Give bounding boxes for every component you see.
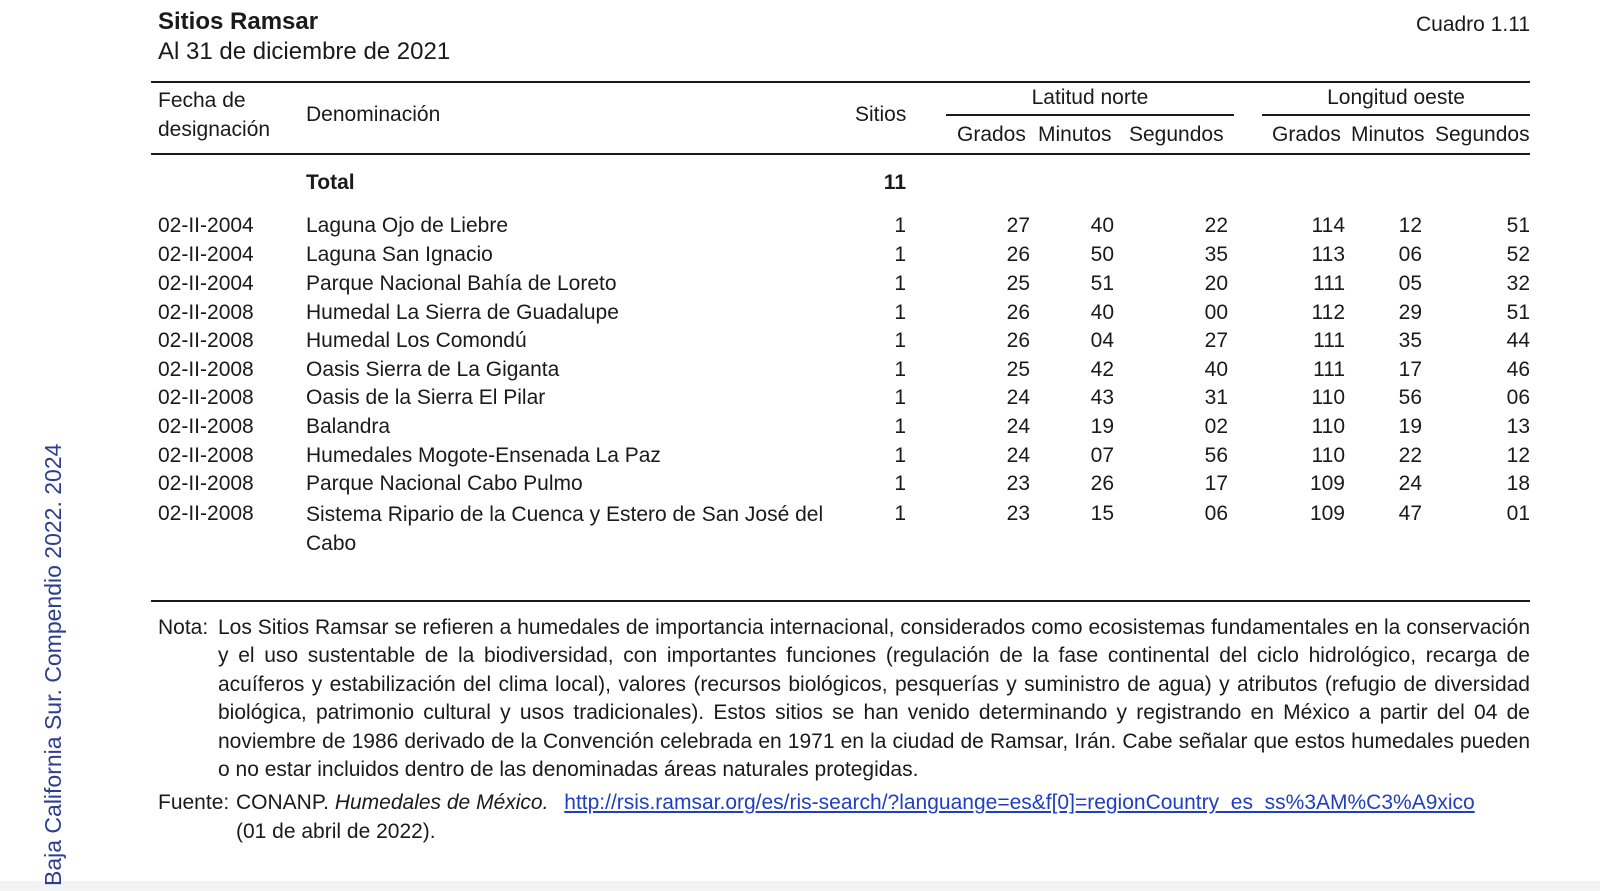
col-header-lon-minutos: Minutos [1351,123,1425,146]
table-row [0,327,1600,355]
longitud-group-rule [1262,114,1530,116]
note-label: Nota: [158,616,209,639]
cell-lon-segundos: 51 [1506,301,1530,324]
cell-sitios: 1 [894,386,906,409]
col-header-denominacion: Denominación [306,103,441,126]
cell-fecha: 02-II-2008 [158,358,254,381]
table-row [0,241,1600,269]
cell-lat-minutos: 42 [1090,358,1114,381]
cell-lon-segundos: 13 [1506,415,1530,438]
table-row [0,270,1600,298]
cell-lon-minutos: 17 [1398,358,1422,381]
cell-lon-grados: 110 [1311,415,1345,438]
cell-denominacion: Oasis de la Sierra El Pilar [306,386,546,409]
table-row [0,384,1600,412]
table-row [0,413,1600,441]
cell-denominacion: Laguna Ojo de Liebre [306,214,508,237]
cell-lat-minutos: 26 [1090,472,1114,495]
cell-lon-grados: 111 [1313,358,1345,381]
cell-lon-grados: 109 [1309,502,1345,525]
cell-lon-grados: 113 [1311,243,1345,266]
table-row [0,442,1600,470]
table-subtitle: Al 31 de diciembre de 2021 [158,38,451,65]
source-link[interactable]: http://rsis.ramsar.org/es/ris-search/?languange=es&f[0]=regionCountry_es_ss%3AM%C3%A9xico [564,791,1475,814]
col-group-longitud: Longitud oeste [1327,86,1465,109]
cell-fecha: 02-II-2004 [158,243,254,266]
cell-lon-minutos: 29 [1398,301,1422,324]
cell-lat-minutos: 15 [1090,502,1114,525]
col-header-lat-minutos: Minutos [1038,123,1112,146]
table-row [0,470,1600,498]
cell-lat-segundos: 00 [1204,301,1228,324]
cell-lon-segundos: 18 [1506,472,1530,495]
cell-denominacion: Sistema Ripario de la Cuenca y Estero de San José del Cabo [306,503,824,555]
cell-lat-segundos: 40 [1204,358,1228,381]
cell-lon-segundos: 32 [1506,272,1530,295]
cell-lon-segundos: 52 [1506,243,1530,266]
table-row [0,356,1600,384]
cell-lon-segundos: 06 [1506,386,1530,409]
cell-lat-segundos: 06 [1204,502,1228,525]
table-bottom-rule [151,600,1530,602]
cell-lon-grados: 111 [1313,272,1345,295]
cell-lat-grados: 26 [1006,301,1030,324]
latitud-group-rule [946,114,1234,116]
cell-denominacion: Parque Nacional Bahía de Loreto [306,272,617,295]
cell-lon-minutos: 19 [1398,415,1422,438]
cell-lat-segundos: 56 [1204,444,1228,467]
cell-denominacion: Oasis Sierra de La Giganta [306,358,560,381]
note-text: Los Sitios Ramsar se refieren a humedales de importancia internacional, considerados como ecosistemas fundamentales en la conservación y el uso sustentable de la biodiversidad, con importantes funciones (regulación de la fase continental del ciclo hidrológico, recarga de acuíferos y estabilización del clima local), valores (recursos biológicos, pesquerías y suministro de agua) y atributos (refugio de diversidad biológica, patrimonio cultural y usos tradicionales). Estos sitios se han venido determinando y registrando en México a partir del 04 de noviembre de 1986 derivado de la Convención celebrada en 1971 en la ciudad de Ramsar, Irán. Cabe señalar que estos humedales pueden o no estar incluidos dentro de las denominadas áreas naturales protegidas. [218,616,1530,782]
cell-lat-segundos: 31 [1204,386,1228,409]
col-header-sitios: Sitios [855,103,907,126]
cell-lat-grados: 23 [1006,502,1030,525]
table-row [0,500,1600,555]
cell-lat-minutos: 04 [1090,329,1114,352]
cell-lat-minutos: 51 [1090,272,1114,295]
cell-fecha: 02-II-2008 [158,472,254,495]
col-header-lat-grados: Grados [957,123,1026,146]
cell-lon-grados: 110 [1311,444,1345,467]
cell-lon-grados: 109 [1309,472,1345,495]
cell-lon-minutos: 56 [1398,386,1422,409]
cell-lat-grados: 26 [1006,243,1030,266]
cell-lon-grados: 112 [1311,301,1345,324]
cell-lon-grados: 110 [1311,386,1345,409]
cell-lon-minutos: 06 [1398,243,1422,266]
cell-lat-minutos: 43 [1090,386,1114,409]
cell-lat-segundos: 35 [1204,243,1228,266]
table-id: Cuadro 1.11 [1415,13,1530,36]
cell-lat-minutos: 40 [1090,214,1114,237]
cell-lon-segundos: 12 [1506,444,1530,467]
total-sitios: 11 [883,171,906,194]
col-group-latitud: Latitud norte [1031,86,1149,109]
cell-fecha: 02-II-2008 [158,301,254,324]
cell-fecha: 02-II-2008 [158,444,254,467]
cell-lat-segundos: 20 [1204,272,1228,295]
cell-denominacion: Humedal Los Comondú [306,329,527,352]
cell-lat-minutos: 19 [1090,415,1114,438]
source-line [236,789,1475,817]
cell-lat-segundos: 17 [1204,472,1228,495]
cell-lat-grados: 24 [1006,386,1030,409]
source-label: Fuente: [158,791,230,814]
cell-sitios: 1 [894,502,906,525]
cell-sitios: 1 [894,444,906,467]
cell-lat-grados: 27 [1006,214,1030,237]
cell-lon-minutos: 22 [1398,444,1422,467]
cell-lat-grados: 26 [1006,329,1030,352]
cell-fecha: 02-II-2008 [158,386,254,409]
cell-fecha: 02-II-2004 [158,272,254,295]
cell-lon-minutos: 47 [1398,502,1422,525]
col-header-fecha-line1: Fecha de [158,89,246,112]
side-publication-label: Baja California Sur. Compendio 2022. 2024 [40,443,66,886]
cell-lat-grados: 24 [1006,415,1030,438]
cell-lon-minutos: 12 [1398,214,1422,237]
cell-lat-minutos: 50 [1090,243,1114,266]
cell-sitios: 1 [894,214,906,237]
page-bottom-strip [0,881,1600,891]
col-header-fecha-line2: designación [158,118,271,141]
source-title: Humedales de México. [334,791,549,814]
cell-lat-grados: 25 [1006,358,1030,381]
cell-lon-minutos: 35 [1398,329,1422,352]
cell-sitios: 1 [894,472,906,495]
cell-sitios: 1 [894,301,906,324]
table-header-rule [151,153,1530,155]
cell-lon-minutos: 24 [1398,472,1422,495]
table-top-rule [151,81,1530,83]
source-date: (01 de abril de 2022). [236,820,436,843]
cell-lat-grados: 24 [1006,444,1030,467]
table-title: Sitios Ramsar [158,8,319,35]
cell-sitios: 1 [894,243,906,266]
col-header-lon-segundos: Segundos [1435,123,1530,146]
cell-lat-grados: 23 [1006,472,1030,495]
cell-lon-minutos: 05 [1398,272,1422,295]
cell-sitios: 1 [894,415,906,438]
cell-denominacion: Humedal La Sierra de Guadalupe [306,301,619,324]
total-label: Total [306,171,355,194]
cell-lon-segundos: 46 [1506,358,1530,381]
cell-lon-grados: 114 [1311,214,1345,237]
cell-lon-grados: 111 [1313,329,1345,352]
col-header-lat-segundos: Segundos [1129,123,1224,146]
cell-lon-segundos: 01 [1506,502,1530,525]
source-org: CONANP. [236,791,329,814]
cell-lat-minutos: 40 [1090,301,1114,324]
cell-lat-segundos: 22 [1204,214,1228,237]
cell-fecha: 02-II-2008 [158,502,254,525]
cell-denominacion: Laguna San Ignacio [306,243,493,266]
cell-lat-segundos: 02 [1204,415,1228,438]
cell-denominacion: Balandra [306,415,391,438]
cell-sitios: 1 [894,329,906,352]
cell-sitios: 1 [894,272,906,295]
cell-lon-segundos: 44 [1506,329,1530,352]
cell-lon-segundos: 51 [1506,214,1530,237]
table-row [0,299,1600,327]
cell-lat-minutos: 07 [1090,444,1114,467]
cell-lat-segundos: 27 [1204,329,1228,352]
cell-sitios: 1 [894,358,906,381]
cell-denominacion: Parque Nacional Cabo Pulmo [306,472,583,495]
cell-fecha: 02-II-2008 [158,415,254,438]
col-header-lon-grados: Grados [1272,123,1341,146]
cell-denominacion: Humedales Mogote-Ensenada La Paz [306,444,661,467]
cell-lat-grados: 25 [1006,272,1030,295]
cell-fecha: 02-II-2004 [158,214,254,237]
cell-fecha: 02-II-2008 [158,329,254,352]
table-row [0,212,1600,240]
